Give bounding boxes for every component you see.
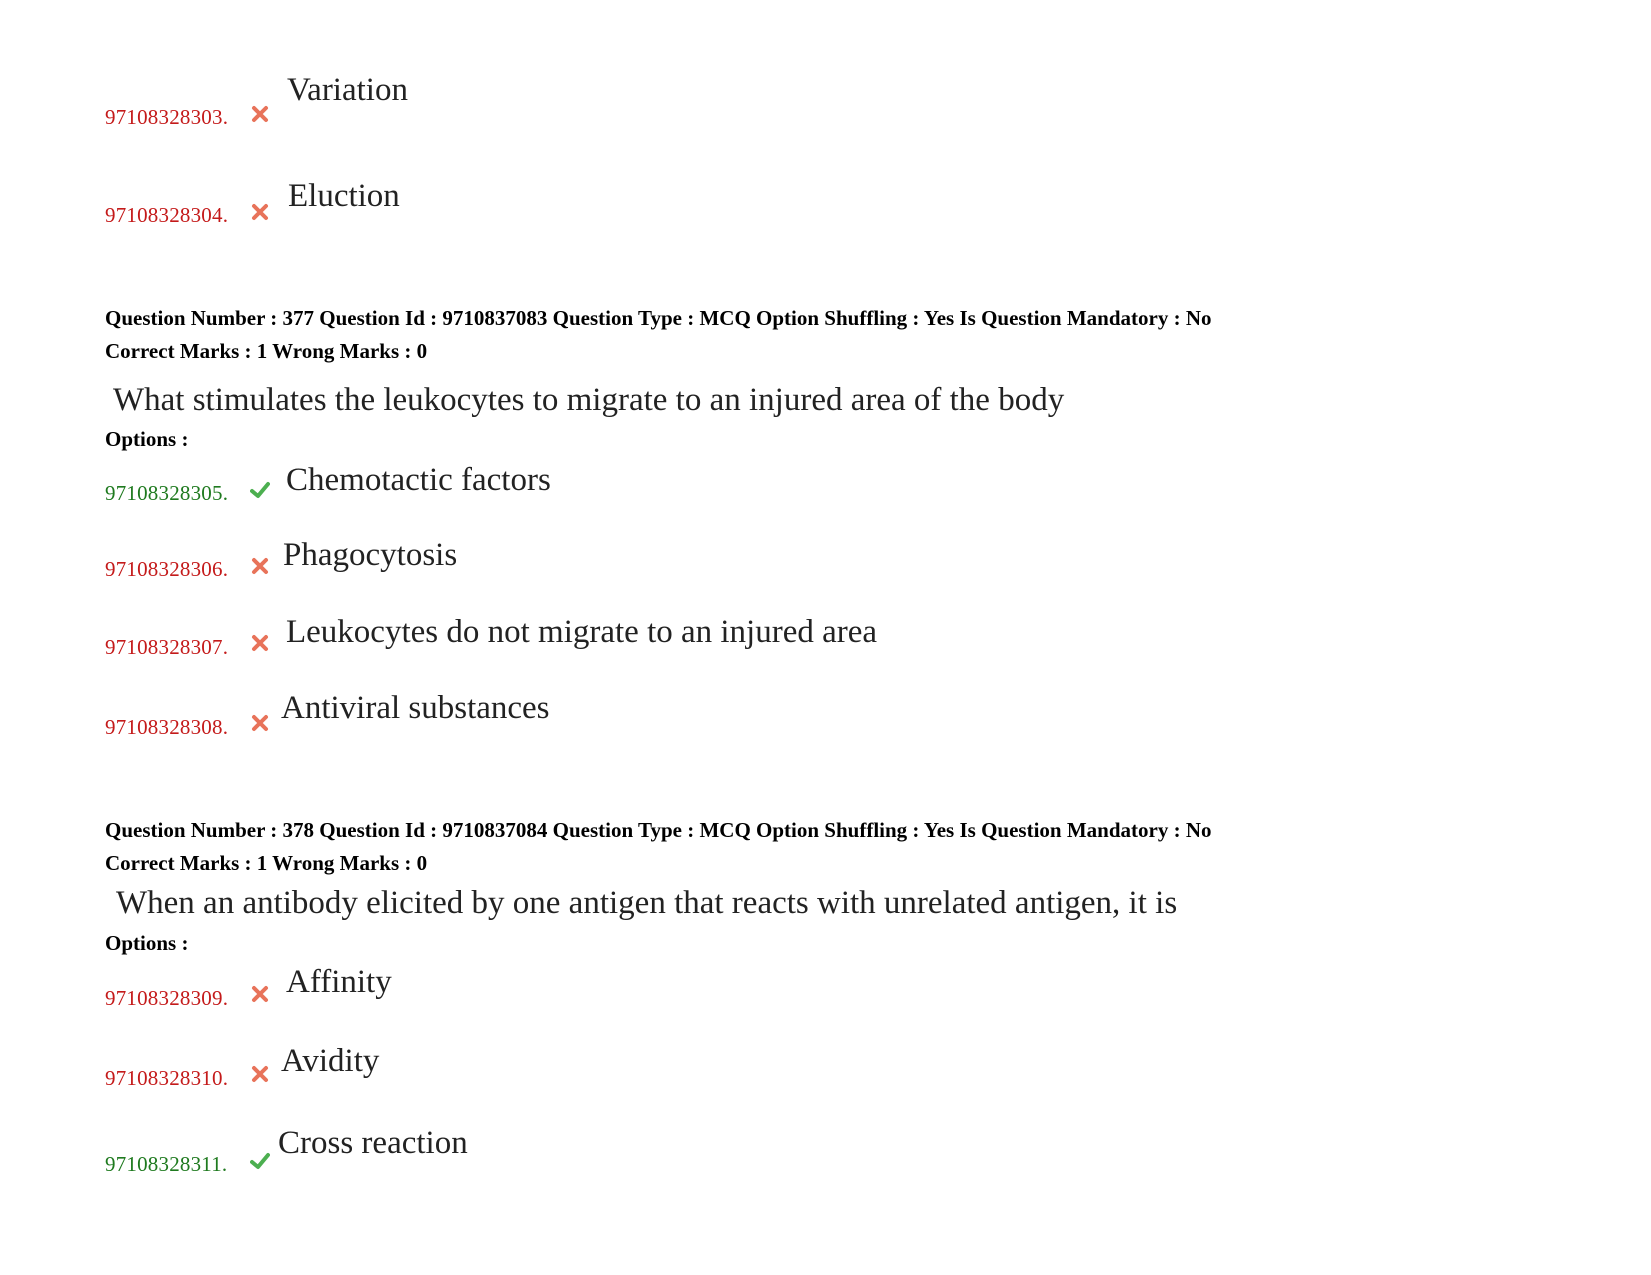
- options-label: Options :: [105, 427, 189, 451]
- option-id: 97108328310.: [105, 1066, 229, 1090]
- question-marks: Correct Marks : 1 Wrong Marks : 0: [105, 339, 428, 363]
- cross-icon: [250, 1065, 270, 1083]
- question-text: When an antibody elicited by one antigen that reacts with unrelated antigen, it is: [116, 885, 1178, 921]
- option-id: 97108328311.: [105, 1152, 228, 1176]
- cross-icon: [250, 634, 270, 652]
- question-text: What stimulates the leukocytes to migrate to an injured area of the body: [113, 382, 1065, 418]
- option-id: 97108328304.: [105, 203, 229, 227]
- option-text: Antiviral substances: [281, 690, 550, 726]
- option-text: Affinity: [286, 964, 392, 1000]
- option-id: 97108328308.: [105, 715, 229, 739]
- option-id: 97108328305.: [105, 481, 229, 505]
- question-marks: Correct Marks : 1 Wrong Marks : 0: [105, 851, 428, 875]
- option-text: Avidity: [281, 1043, 380, 1079]
- option-text: Variation: [287, 72, 408, 108]
- cross-icon: [250, 105, 270, 123]
- cross-icon: [250, 557, 270, 575]
- option-id: 97108328307.: [105, 635, 229, 659]
- options-label: Options :: [105, 931, 189, 955]
- option-id: 97108328306.: [105, 557, 229, 581]
- check-icon: [250, 1152, 270, 1170]
- option-text: Eluction: [288, 178, 400, 214]
- option-text: Chemotactic factors: [286, 462, 551, 498]
- option-id: 97108328309.: [105, 986, 229, 1010]
- option-text: Leukocytes do not migrate to an injured area: [286, 614, 878, 650]
- cross-icon: [250, 203, 270, 221]
- cross-icon: [250, 985, 270, 1003]
- question-meta: Question Number : 377 Question Id : 9710837083 Question Type : MCQ Option Shuffling : Yes Is Question Mandatory : No: [105, 306, 1212, 330]
- option-text: Cross reaction: [278, 1125, 468, 1161]
- check-icon: [250, 481, 270, 499]
- option-text: Phagocytosis: [283, 537, 458, 573]
- cross-icon: [250, 714, 270, 732]
- question-meta: Question Number : 378 Question Id : 9710837084 Question Type : MCQ Option Shuffling : Yes Is Question Mandatory : No: [105, 818, 1212, 842]
- option-id: 97108328303.: [105, 105, 229, 129]
